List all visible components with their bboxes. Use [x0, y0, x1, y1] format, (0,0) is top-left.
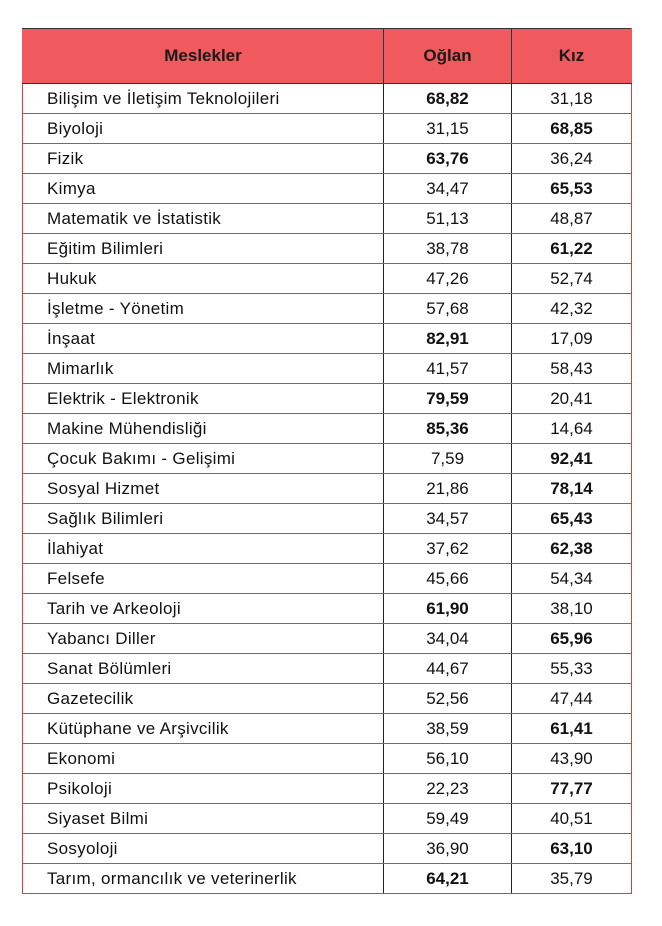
profession-cell: Eğitim Bilimleri — [23, 234, 384, 264]
girl-percentage-cell: 35,79 — [512, 864, 632, 894]
profession-cell: Yabancı Diller — [23, 624, 384, 654]
professions-table — [22, 28, 632, 894]
profession-cell: Fizik — [23, 144, 384, 174]
boy-percentage-cell: 47,26 — [384, 264, 512, 294]
boy-percentage-cell: 85,36 — [384, 414, 512, 444]
profession-cell: Siyaset Bilmi — [23, 804, 384, 834]
table-row — [23, 144, 632, 174]
girl-percentage-cell: 47,44 — [512, 684, 632, 714]
header-row — [23, 29, 632, 84]
girl-percentage-cell: 54,34 — [512, 564, 632, 594]
boy-percentage-cell: 79,59 — [384, 384, 512, 414]
boy-percentage-cell: 56,10 — [384, 744, 512, 774]
girl-percentage-cell: 65,53 — [512, 174, 632, 204]
girl-percentage-cell: 14,64 — [512, 414, 632, 444]
table-header — [23, 29, 632, 84]
table-row — [23, 654, 632, 684]
boy-percentage-cell: 57,68 — [384, 294, 512, 324]
table-row — [23, 414, 632, 444]
profession-cell: Felsefe — [23, 564, 384, 594]
boy-percentage-cell: 52,56 — [384, 684, 512, 714]
profession-cell: Tarım, ormancılık ve veterinerlik — [23, 864, 384, 894]
boy-percentage-cell: 63,76 — [384, 144, 512, 174]
profession-cell: Kimya — [23, 174, 384, 204]
table-row — [23, 744, 632, 774]
profession-cell: Çocuk Bakımı - Gelişimi — [23, 444, 384, 474]
girl-percentage-cell: 38,10 — [512, 594, 632, 624]
table-row — [23, 474, 632, 504]
table-row — [23, 504, 632, 534]
girl-percentage-cell: 61,41 — [512, 714, 632, 744]
profession-cell: İşletme - Yönetim — [23, 294, 384, 324]
girl-percentage-cell: 78,14 — [512, 474, 632, 504]
boy-percentage-cell: 34,47 — [384, 174, 512, 204]
boy-percentage-cell: 64,21 — [384, 864, 512, 894]
girl-percentage-cell: 58,43 — [512, 354, 632, 384]
girl-percentage-cell: 20,41 — [512, 384, 632, 414]
boy-percentage-cell: 31,15 — [384, 114, 512, 144]
girl-percentage-cell: 62,38 — [512, 534, 632, 564]
table-row — [23, 444, 632, 474]
boy-percentage-cell: 37,62 — [384, 534, 512, 564]
boy-percentage-cell: 59,49 — [384, 804, 512, 834]
table-row — [23, 174, 632, 204]
boy-percentage-cell: 7,59 — [384, 444, 512, 474]
profession-cell: Psikoloji — [23, 774, 384, 804]
profession-cell: Sağlık Bilimleri — [23, 504, 384, 534]
table-row — [23, 594, 632, 624]
girl-percentage-cell: 92,41 — [512, 444, 632, 474]
girl-percentage-cell: 43,90 — [512, 744, 632, 774]
profession-cell: Ekonomi — [23, 744, 384, 774]
boy-percentage-cell: 22,23 — [384, 774, 512, 804]
table-row — [23, 234, 632, 264]
profession-cell: Kütüphane ve Arşivcilik — [23, 714, 384, 744]
table-row — [23, 684, 632, 714]
header-girl: Kız — [512, 29, 632, 84]
header-boy: Oğlan — [384, 29, 512, 84]
table-row — [23, 204, 632, 234]
girl-percentage-cell: 52,74 — [512, 264, 632, 294]
girl-percentage-cell: 31,18 — [512, 84, 632, 114]
table-row — [23, 534, 632, 564]
table-row — [23, 624, 632, 654]
profession-cell: Sanat Bölümleri — [23, 654, 384, 684]
profession-cell: İlahiyat — [23, 534, 384, 564]
girl-percentage-cell: 17,09 — [512, 324, 632, 354]
boy-percentage-cell: 38,78 — [384, 234, 512, 264]
girl-percentage-cell: 55,33 — [512, 654, 632, 684]
girl-percentage-cell: 40,51 — [512, 804, 632, 834]
girl-percentage-cell: 65,43 — [512, 504, 632, 534]
profession-cell: Bilişim ve İletişim Teknolojileri — [23, 84, 384, 114]
table-row — [23, 564, 632, 594]
boy-percentage-cell: 34,04 — [384, 624, 512, 654]
girl-percentage-cell: 63,10 — [512, 834, 632, 864]
profession-cell: Sosyal Hizmet — [23, 474, 384, 504]
profession-cell: Tarih ve Arkeoloji — [23, 594, 384, 624]
profession-cell: Sosyoloji — [23, 834, 384, 864]
boy-percentage-cell: 61,90 — [384, 594, 512, 624]
header-profession: Meslekler — [23, 29, 384, 84]
boy-percentage-cell: 82,91 — [384, 324, 512, 354]
boy-percentage-cell: 51,13 — [384, 204, 512, 234]
girl-percentage-cell: 48,87 — [512, 204, 632, 234]
profession-cell: Mimarlık — [23, 354, 384, 384]
table-row — [23, 354, 632, 384]
profession-cell: İnşaat — [23, 324, 384, 354]
boy-percentage-cell: 36,90 — [384, 834, 512, 864]
profession-cell: Gazetecilik — [23, 684, 384, 714]
profession-cell: Matematik ve İstatistik — [23, 204, 384, 234]
table-row — [23, 294, 632, 324]
profession-cell: Elektrik - Elektronik — [23, 384, 384, 414]
profession-cell: Hukuk — [23, 264, 384, 294]
boy-percentage-cell: 45,66 — [384, 564, 512, 594]
table-row — [23, 264, 632, 294]
profession-cell: Biyoloji — [23, 114, 384, 144]
girl-percentage-cell: 36,24 — [512, 144, 632, 174]
girl-percentage-cell: 42,32 — [512, 294, 632, 324]
table-row — [23, 804, 632, 834]
table-row — [23, 324, 632, 354]
boy-percentage-cell: 44,67 — [384, 654, 512, 684]
table-row — [23, 384, 632, 414]
table-row — [23, 774, 632, 804]
profession-cell: Makine Mühendisliği — [23, 414, 384, 444]
table-row — [23, 714, 632, 744]
boy-percentage-cell: 21,86 — [384, 474, 512, 504]
boy-percentage-cell: 34,57 — [384, 504, 512, 534]
table-body — [23, 84, 632, 894]
girl-percentage-cell: 77,77 — [512, 774, 632, 804]
girl-percentage-cell: 61,22 — [512, 234, 632, 264]
girl-percentage-cell: 65,96 — [512, 624, 632, 654]
table-row — [23, 84, 632, 114]
girl-percentage-cell: 68,85 — [512, 114, 632, 144]
table-row — [23, 834, 632, 864]
table-row — [23, 114, 632, 144]
boy-percentage-cell: 68,82 — [384, 84, 512, 114]
boy-percentage-cell: 41,57 — [384, 354, 512, 384]
boy-percentage-cell: 38,59 — [384, 714, 512, 744]
table-row — [23, 864, 632, 894]
